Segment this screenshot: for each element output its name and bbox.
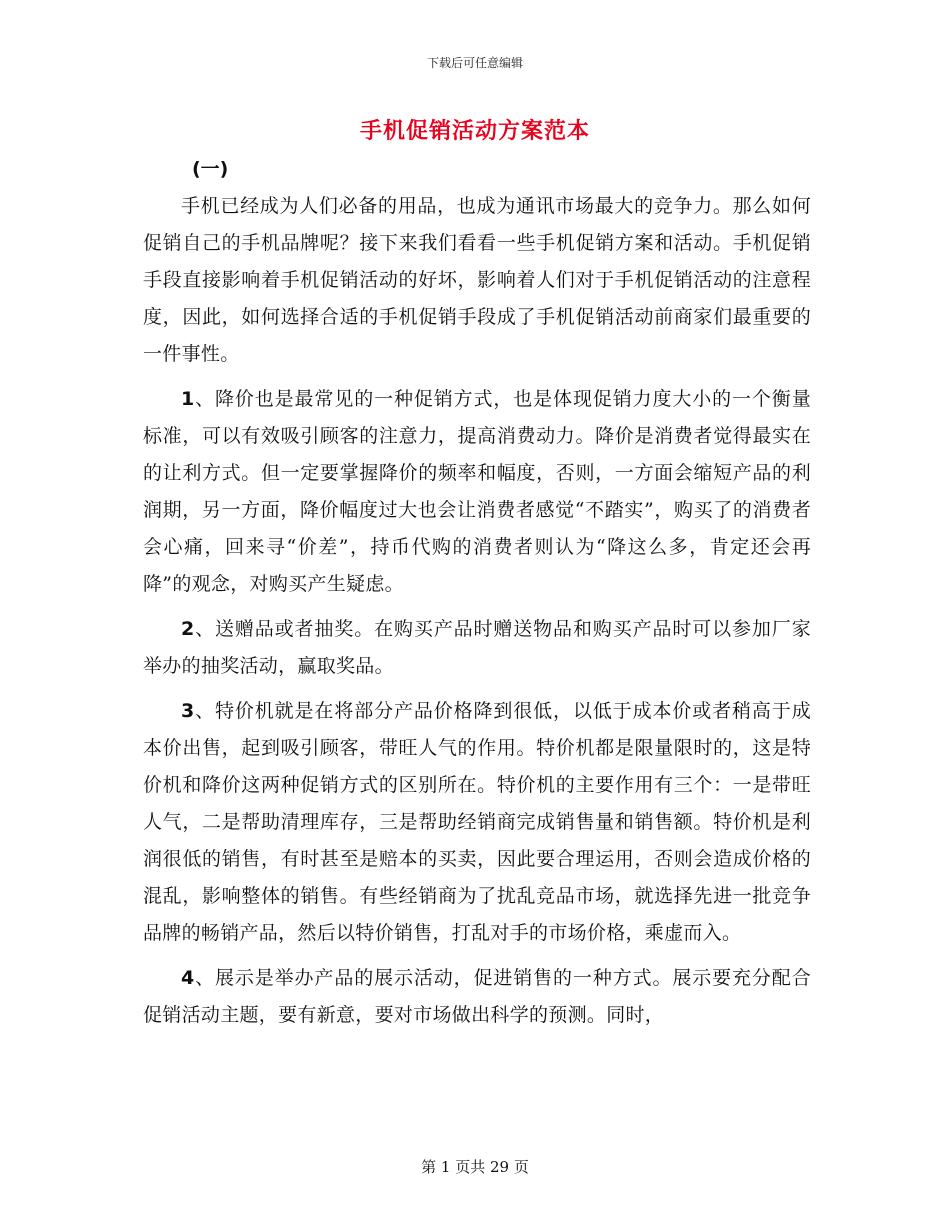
- section-heading: (一): [192, 158, 229, 180]
- intro-paragraph: 手机已经成为人们必备的用品，也成为通讯市场最大的竞争力。那么如何促销自己的手机品牌呢？接下来我们看看一些手机促销方案和活动。手机促销手段直接影响着手机促销活动的好坏，影响着人们对于手机促销活动的注意程度，因此，如何选择合适的手机促销手段成了手机促销活动前商家们最重要的一件事性。: [143, 195, 811, 365]
- list-item-4: [143, 960, 811, 1034]
- list-item-2: [143, 611, 811, 685]
- item-text: 、送赠品或者抽奖。在购买产品时赠送物品和购买产品时可以参加厂家举办的抽奖活动，赢取奖品。: [143, 618, 811, 677]
- list-item-1: [143, 381, 811, 603]
- item-text: 、特价机就是在将部分产品价格降到很低，以低于成本价或者稍高于成本价出售，起到吸引顾客，带旺人气的作用。特价机都是限量限时的，这是特价机和降价这两种促销方式的区别所在。特价机的主要作用有三个：一是带旺人气，二是帮助清理库存，三是帮助经销商完成销售量和销售额。特价机是利润很低的销售，有时甚至是赔本的买卖，因此要合理运用，否则会造成价格的混乱，影响整体的销售。有些经销商为了扰乱竞品市场，就选择先进一批竞争品牌的畅销产品，然后以特价销售，打乱对手的市场价格，乘虚而入。: [143, 700, 811, 944]
- item-number: 3: [181, 700, 195, 722]
- page-header-note: 下载后可任意编辑: [426, 56, 523, 70]
- document-title: 手机促销活动方案范本: [359, 119, 590, 144]
- item-text: 、降价也是最常见的一种促销方式，也是体现促销力度大小的一个衡量标准，可以有效吸引顾客的注意力，提高消费动力。降价是消费者觉得最实在的让利方式。但一定要掌握降价的频率和幅度，否则，一方面会缩短产品的利润期，另一方面，降价幅度过大也会让消费者感觉“不踏实”，购买了的消费者会心痛，回来寻“价差”，持币代购的消费者则认为“降这么多，肯定还会再降”的观念，对购买产生疑虑。: [143, 388, 811, 595]
- item-number: 4: [181, 967, 195, 989]
- page-number: 第 1 页共 29 页: [421, 1158, 529, 1176]
- item-text: 、展示是举办产品的展示活动，促进销售的一种方式。展示要充分配合促销活动主题，要有新意，要对市场做出科学的预测。同时，: [143, 967, 811, 1026]
- document-body: [143, 188, 811, 1034]
- item-number: 1: [181, 388, 195, 410]
- list-item-3: [143, 693, 811, 952]
- item-number: 2: [181, 618, 195, 640]
